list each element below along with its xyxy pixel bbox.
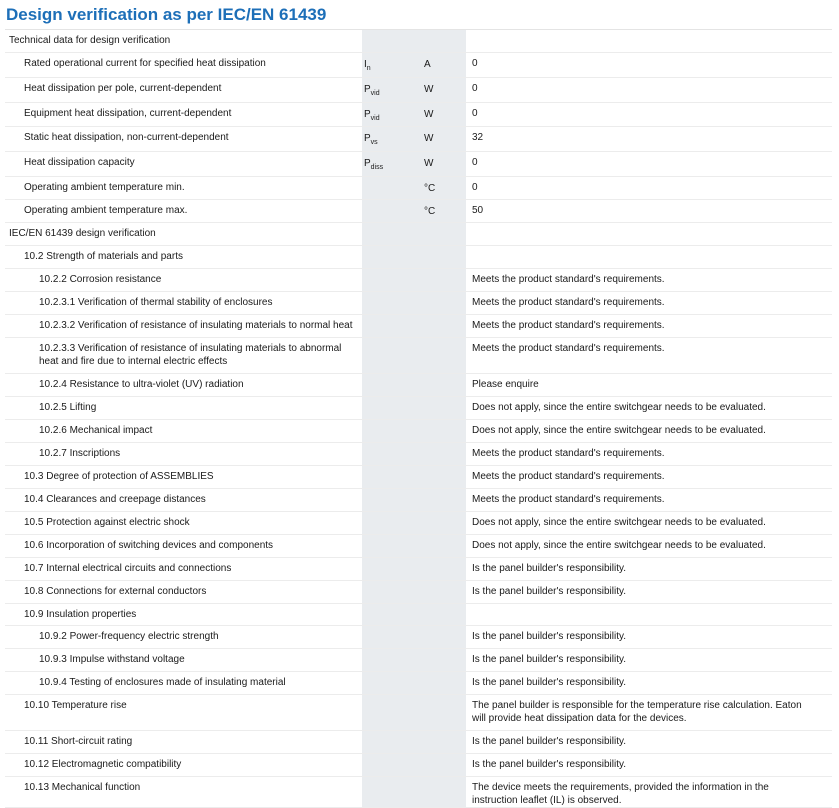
table-row — [5, 443, 832, 466]
row-value — [466, 604, 832, 625]
symbol-letter: P — [364, 158, 371, 169]
row-symbol — [362, 672, 422, 694]
row-value: The device meets the requirements, provided the information in the instruction leaflet (IL) is observed. — [472, 782, 769, 806]
table-row — [5, 649, 832, 672]
table-row — [5, 512, 832, 535]
row-value: Meets the product standard's requirements. — [472, 274, 665, 285]
row-label: 10.2.3.2 Verification of resistance of insulating materials to normal heat — [39, 320, 353, 331]
table-row — [5, 223, 832, 246]
row-value: Does not apply, since the entire switchgear needs to be evaluated. — [472, 540, 766, 551]
table-row — [5, 30, 832, 53]
row-label: 10.5 Protection against electric shock — [24, 517, 190, 528]
row-value: Does not apply, since the entire switchgear needs to be evaluated. — [472, 402, 766, 413]
row-unit — [422, 512, 466, 534]
row-label: 10.9 Insulation properties — [24, 609, 137, 620]
table-row — [5, 731, 832, 754]
symbol-subscript: n — [366, 65, 371, 72]
row-value: Is the panel builder's responsibility. — [472, 586, 627, 597]
row-label: 10.9.4 Testing of enclosures made of insulating material — [39, 677, 286, 688]
table-row — [5, 152, 832, 177]
table-row — [5, 292, 832, 315]
table-row — [5, 53, 832, 78]
row-symbol — [362, 649, 422, 671]
row-symbol — [362, 223, 422, 245]
row-label: Technical data for design verification — [9, 35, 171, 46]
row-unit — [422, 626, 466, 648]
table-row — [5, 777, 832, 808]
row-label: 10.4 Clearances and creepage distances — [24, 494, 206, 505]
row-value: Is the panel builder's responsibility. — [472, 631, 627, 642]
verification-table — [5, 29, 832, 808]
row-label: 10.11 Short-circuit rating — [24, 736, 133, 747]
table-row — [5, 338, 832, 374]
row-symbol — [362, 731, 422, 753]
table-row — [5, 535, 832, 558]
row-unit: W — [422, 78, 466, 102]
row-symbol — [362, 695, 422, 730]
table-row — [5, 581, 832, 604]
row-symbol — [362, 604, 422, 625]
row-symbol — [362, 30, 422, 52]
row-value — [466, 30, 832, 52]
row-symbol — [362, 127, 422, 151]
row-value: 0 — [472, 83, 478, 94]
row-symbol — [362, 535, 422, 557]
row-unit — [422, 246, 466, 268]
row-symbol — [362, 397, 422, 419]
symbol-subscript: diss — [370, 164, 384, 171]
row-symbol — [362, 754, 422, 776]
row-symbol — [362, 103, 422, 126]
symbol-letter: P — [364, 109, 371, 120]
row-value: Meets the product standard's requirements. — [472, 471, 665, 482]
row-unit: W — [422, 152, 466, 176]
row-unit: W — [422, 127, 466, 151]
row-value: 50 — [472, 205, 484, 216]
row-symbol — [362, 246, 422, 268]
row-value: Meets the product standard's requirements. — [472, 494, 665, 505]
row-value: 0 — [472, 58, 478, 69]
row-symbol — [362, 558, 422, 580]
row-unit — [422, 754, 466, 776]
row-value: Meets the product standard's requirements. — [472, 448, 665, 459]
table-row — [5, 397, 832, 420]
row-label: 10.12 Electromagnetic compatibility — [24, 759, 182, 770]
row-unit — [422, 489, 466, 511]
row-value: Is the panel builder's responsibility. — [472, 677, 627, 688]
row-label: 10.2.3.1 Verification of thermal stability of enclosures — [39, 297, 273, 308]
row-value: 0 — [472, 108, 478, 119]
table-row — [5, 246, 832, 269]
row-symbol — [362, 626, 422, 648]
row-value: Does not apply, since the entire switchgear needs to be evaluated. — [472, 425, 766, 436]
table-row — [5, 78, 832, 103]
row-label: 10.9.2 Power-frequency electric strength — [39, 631, 219, 642]
row-label: Operating ambient temperature min. — [24, 182, 185, 193]
row-unit — [422, 604, 466, 625]
row-label: 10.7 Internal electrical circuits and connections — [24, 563, 232, 574]
row-value: Does not apply, since the entire switchgear needs to be evaluated. — [472, 517, 766, 528]
page-title: Design verification as per IEC/EN 61439 — [6, 5, 327, 24]
row-value — [466, 223, 832, 245]
row-label: 10.10 Temperature rise — [24, 700, 127, 711]
row-label: 10.2.5 Lifting — [39, 402, 97, 413]
row-value: Meets the product standard's requirements. — [472, 297, 665, 308]
row-value: Is the panel builder's responsibility. — [472, 654, 627, 665]
table-row — [5, 177, 832, 200]
row-symbol — [362, 78, 422, 102]
row-label: 10.2.4 Resistance to ultra-violet (UV) radiation — [39, 379, 244, 390]
row-symbol — [362, 292, 422, 314]
row-unit — [422, 292, 466, 314]
row-label: Heat dissipation capacity — [24, 157, 135, 168]
symbol-letter: I — [364, 59, 367, 70]
row-unit — [422, 558, 466, 580]
row-label: Rated operational current for specified heat dissipation — [24, 58, 266, 69]
row-symbol — [362, 489, 422, 511]
row-value: 0 — [472, 157, 478, 168]
row-symbol — [362, 443, 422, 465]
row-label: 10.6 Incorporation of switching devices and components — [24, 540, 274, 551]
row-unit — [422, 30, 466, 52]
row-symbol — [362, 777, 422, 807]
row-symbol — [362, 581, 422, 603]
row-symbol — [362, 466, 422, 488]
row-unit — [422, 649, 466, 671]
table-row — [5, 374, 832, 397]
row-unit — [422, 535, 466, 557]
row-symbol — [362, 269, 422, 291]
table-row — [5, 269, 832, 292]
row-label: 10.9.3 Impulse withstand voltage — [39, 654, 185, 665]
table-row — [5, 754, 832, 777]
table-row — [5, 200, 832, 223]
row-unit — [422, 223, 466, 245]
row-unit — [422, 695, 466, 730]
row-unit — [422, 777, 466, 807]
row-symbol — [362, 338, 422, 373]
row-label: 10.8 Connections for external conductors — [24, 586, 207, 597]
row-unit — [422, 443, 466, 465]
row-value: Please enquire — [472, 379, 539, 390]
row-unit — [422, 672, 466, 694]
row-unit — [422, 315, 466, 337]
row-value — [466, 246, 832, 268]
table-row — [5, 626, 832, 649]
symbol-letter: P — [364, 133, 371, 144]
row-value: Is the panel builder's responsibility. — [472, 759, 627, 770]
row-unit — [422, 269, 466, 291]
row-label: Operating ambient temperature max. — [24, 205, 188, 216]
row-symbol — [362, 512, 422, 534]
row-value: Meets the product standard's requirements. — [472, 343, 665, 354]
row-label: Static heat dissipation, non-current-dependent — [24, 132, 229, 143]
row-label: 10.13 Mechanical function — [24, 782, 141, 793]
table-row — [5, 420, 832, 443]
row-unit — [422, 466, 466, 488]
row-unit: W — [422, 103, 466, 126]
row-unit — [422, 581, 466, 603]
row-label: 10.2 Strength of materials and parts — [24, 251, 183, 262]
table-row — [5, 466, 832, 489]
row-label: 10.2.6 Mechanical impact — [39, 425, 153, 436]
row-value: 0 — [472, 182, 478, 193]
row-label: 10.2.7 Inscriptions — [39, 448, 121, 459]
row-label: 10.3 Degree of protection of ASSEMBLIES — [24, 471, 214, 482]
row-unit — [422, 374, 466, 396]
row-unit — [422, 397, 466, 419]
row-symbol — [362, 152, 422, 176]
symbol-subscript: vid — [370, 115, 380, 122]
row-symbol — [362, 315, 422, 337]
table-row — [5, 489, 832, 512]
row-symbol — [362, 420, 422, 442]
row-unit — [422, 420, 466, 442]
symbol-subscript: vs — [370, 139, 378, 146]
row-unit: °C — [422, 177, 466, 199]
table-row — [5, 315, 832, 338]
table-row — [5, 103, 832, 127]
row-value: Is the panel builder's responsibility. — [472, 736, 627, 747]
table-row — [5, 672, 832, 695]
row-symbol — [362, 374, 422, 396]
row-unit: °C — [422, 200, 466, 222]
row-value: Is the panel builder's responsibility. — [472, 563, 627, 574]
row-symbol — [362, 200, 422, 222]
table-row — [5, 604, 832, 626]
row-unit — [422, 338, 466, 373]
symbol-letter: P — [364, 84, 371, 95]
row-value: 32 — [472, 132, 484, 143]
row-symbol — [362, 53, 422, 77]
row-label: 10.2.2 Corrosion resistance — [39, 274, 162, 285]
row-value: The panel builder is responsible for the temperature rise calculation. Eaton will provide heat dissipation data for the devices. — [472, 700, 802, 724]
row-label: IEC/EN 61439 design verification — [9, 228, 156, 239]
symbol-subscript: vid — [370, 90, 380, 97]
row-label: 10.2.3.3 Verification of resistance of insulating materials to abnormal heat and fire due to internal electric effects — [39, 343, 342, 367]
row-unit: A — [422, 53, 466, 77]
row-unit — [422, 731, 466, 753]
table-row — [5, 127, 832, 152]
row-value: Meets the product standard's requirements. — [472, 320, 665, 331]
row-label: Heat dissipation per pole, current-dependent — [24, 83, 222, 94]
row-symbol — [362, 177, 422, 199]
row-label: Equipment heat dissipation, current-dependent — [24, 108, 232, 119]
table-row — [5, 695, 832, 731]
table-row — [5, 558, 832, 581]
